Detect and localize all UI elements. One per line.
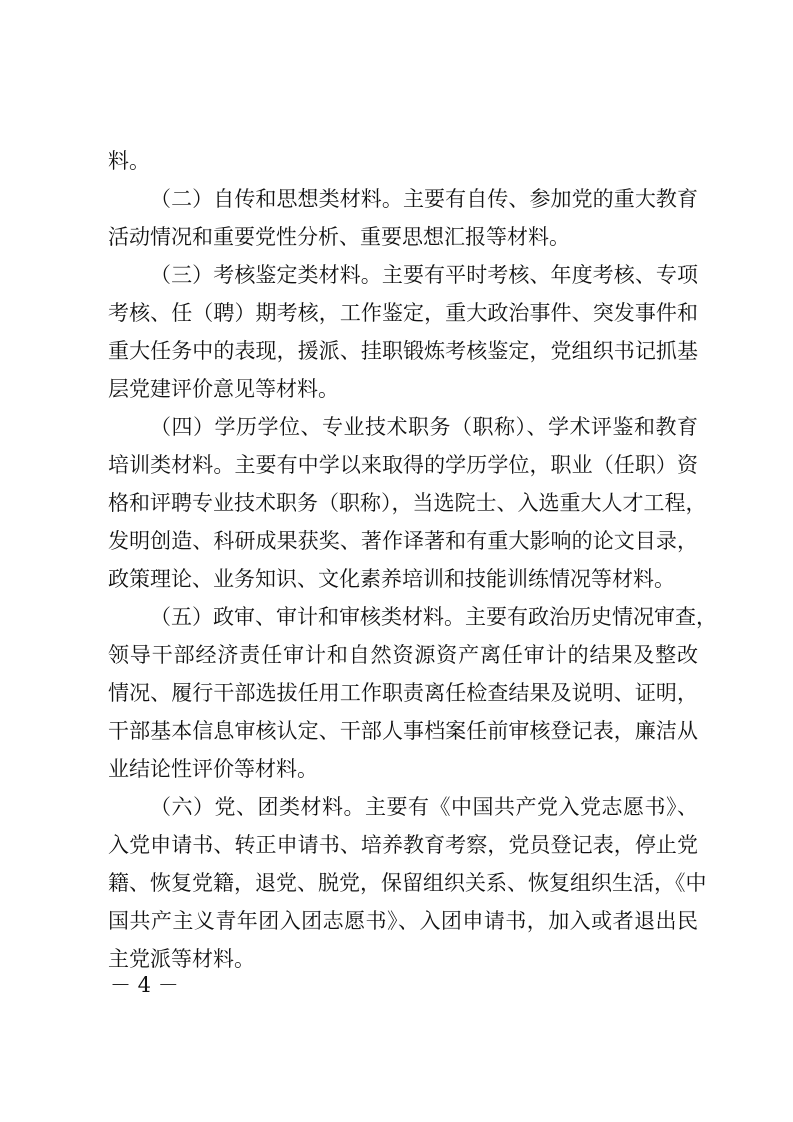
page-number: － 4 － (110, 973, 179, 997)
text-line-1: 料。 (108, 149, 150, 173)
text-line-19: 入党申请书、转正申请书、培养教育考察，党员登记表，停止党 (108, 833, 698, 857)
text-line-22: 主党派等材料。 (108, 947, 255, 971)
text-line-8: （四）学历学位、专业技术职务（职称）、学术评鉴和教育 (150, 415, 698, 439)
text-line-3: 活动情况和重要党性分析、重要思想汇报等材料。 (108, 225, 570, 249)
text-line-21: 国共产主义青年团入团志愿书》、入团申请书，加入或者退出民 (108, 909, 698, 933)
text-line-4: （三）考核鉴定类材料。主要有平时考核、年度考核、专项 (150, 263, 698, 287)
text-line-7: 层党建评价意见等材料。 (108, 377, 339, 401)
text-line-10: 格和评聘专业技术职务（职称），当选院士、入选重大人才工程， (108, 491, 707, 515)
text-line-5: 考核、任（聘）期考核，工作鉴定，重大政治事件、突发事件和 (108, 301, 698, 325)
text-line-6: 重大任务中的表现，援派、挂职锻炼考核鉴定，党组织书记抓基 (108, 339, 698, 363)
text-line-15: 情况、履行干部选拔任用工作职责离任检查结果及说明、证明， (108, 681, 698, 705)
text-line-16: 干部基本信息审核认定、干部人事档案任前审核登记表，廉洁从 (108, 719, 698, 743)
text-line-2: （二）自传和思想类材料。主要有自传、参加党的重大教育 (150, 187, 698, 211)
text-line-13: （五）政审、审计和审核类材料。主要有政治历史情况审查， (150, 605, 717, 629)
text-line-17: 业结论性评价等材料。 (108, 757, 318, 781)
text-line-9: 培训类材料。主要有中学以来取得的学历学位，职业（任职）资 (108, 453, 698, 477)
text-line-12: 政策理论、业务知识、文化素养培训和技能训练情况等材料。 (108, 567, 675, 591)
text-line-11: 发明创造、科研成果获奖、著作译著和有重大影响的论文目录， (108, 529, 698, 553)
text-line-14: 领导干部经济责任审计和自然资源资产离任审计的结果及整改 (108, 643, 698, 667)
text-line-18: （六）党、团类材料。主要有《中国共产党入党志愿书》、 (150, 795, 698, 819)
text-line-20: 籍、恢复党籍，退党、脱党，保留组织关系、恢复组织生活，《中 (108, 871, 707, 895)
